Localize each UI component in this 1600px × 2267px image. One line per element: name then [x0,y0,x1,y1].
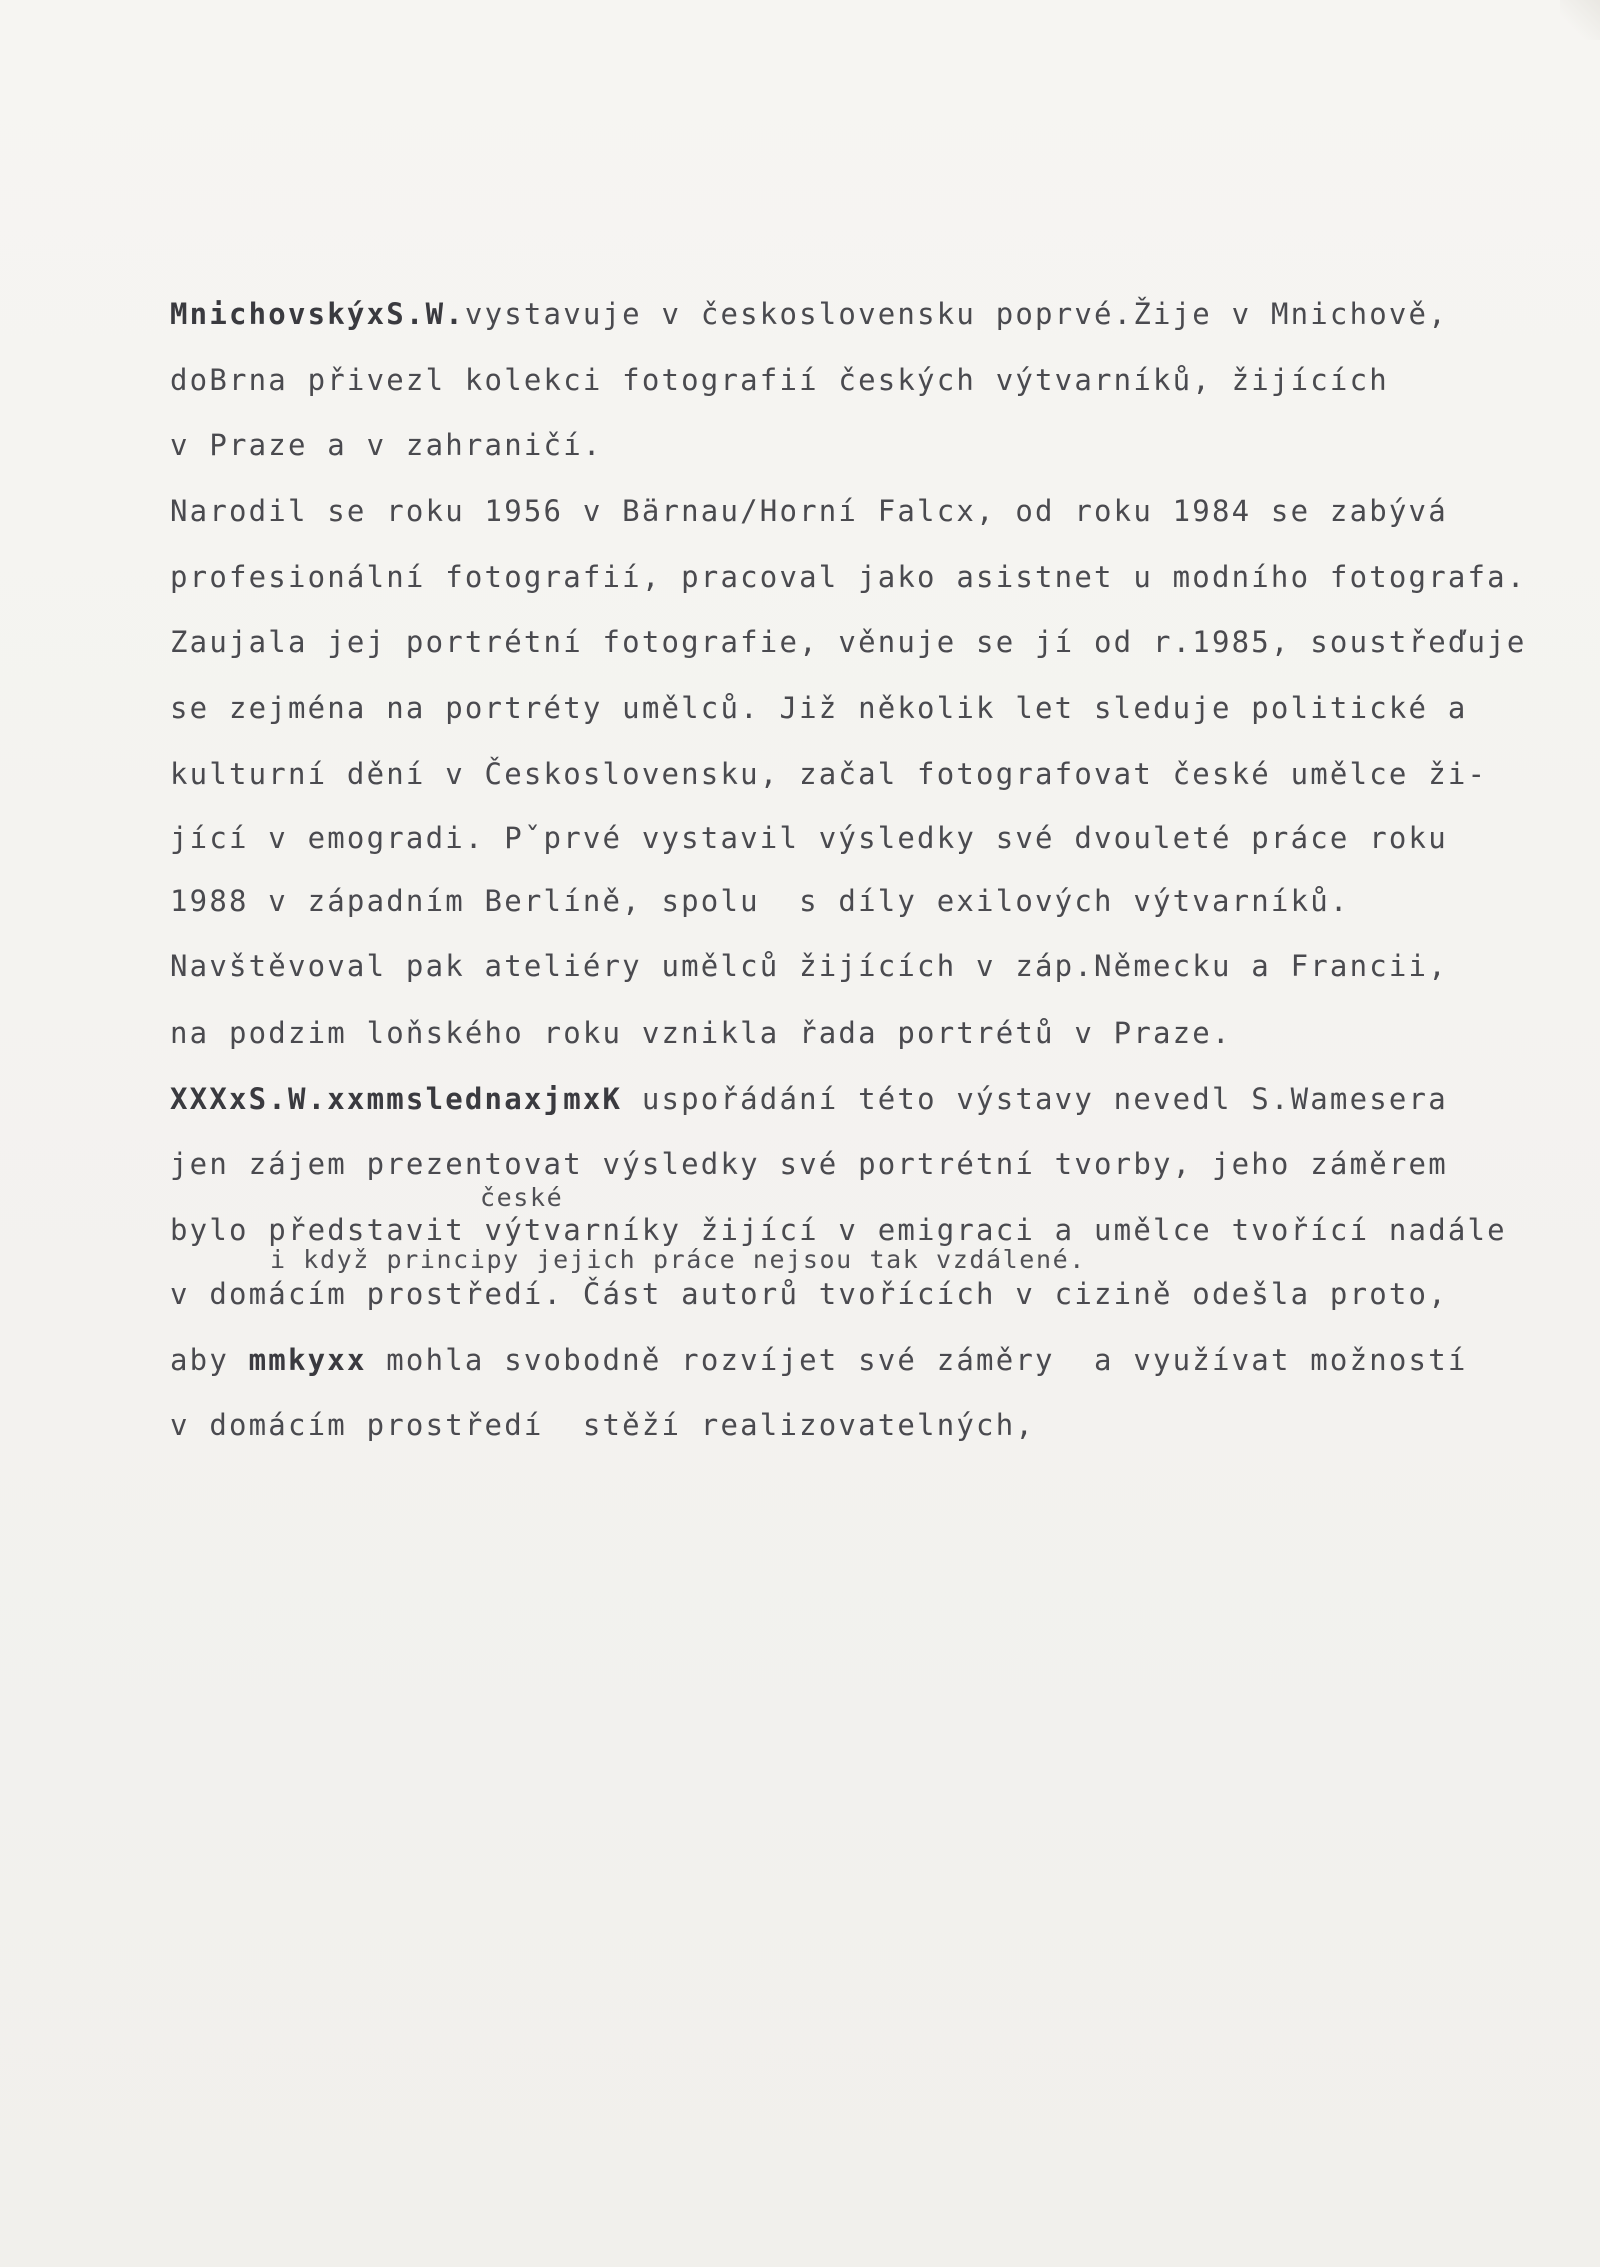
text-line-15: bylo představit výtvarníky žijící v emigraci a umělce tvořící nadále [170,1213,1507,1247]
text-line-2: doBrna přivezl kolekci fotografií českých výtvarníků, žijících [170,363,1389,397]
struck-text: MnichovskýxS.W. [170,297,465,331]
line-text: vystavuje v československu poprvé.Žije v Mnichově, [464,297,1448,331]
text-line-6: Zaujala jej portrétní fotografie, věnuje se jí od r.1985, soustřeďuje [170,625,1527,659]
text-line-9: jící v emogradi. Pˇprvé vystavil výsledky své dvouleté práce roku [170,821,1448,855]
text-line-1 [170,297,1448,331]
text-line-14: jen zájem prezentovat výsledky své portrétní tvorby, jeho záměrem [170,1147,1448,1181]
line-text: mohla svobodně rozvíjet své záměry a využívat možností [366,1343,1468,1377]
text-line-7: se zejména na portréty umělců. Již několik let sleduje politické a [170,691,1468,725]
line-text: uspořádání této výstavy nevedl S.Wamesera [622,1082,1448,1116]
struck-text: mmkyxx [248,1343,367,1377]
text-line-10: 1988 v západním Berlíně, spolu s díly exilových výtvarníků. [170,884,1350,918]
line-text: aby [170,1343,249,1377]
text-line-4: Narodil se roku 1956 v Bärnau/Horní Falcx, od roku 1984 se zabývá [170,494,1448,528]
text-line-17 [170,1343,1468,1377]
text-line-8: kulturní dění v Československu, začal fotografovat české umělce ži- [170,757,1488,791]
inserted-line: i když principy jejich práce nejsou tak vzdálené. [270,1245,1086,1274]
text-line-12: na podzim loňského roku vznikla řada portrétů v Praze. [170,1016,1232,1050]
text-line-11: Navštěvoval pak ateliéry umělců žijících v záp.Německu a Francii, [170,949,1448,983]
struck-text: XXXxS.W.xxmmslednaxjmxK [170,1082,623,1116]
text-line-3: v Praze a v zahraničí. [170,428,603,462]
text-line-5: profesionální fotografií, pracoval jako asistnet u modního fotografa. [170,560,1527,594]
text-line-18: v domácím prostředí stěží realizovatelných, [170,1408,1036,1442]
page-corner-shadow [1560,0,1600,40]
text-line-13 [170,1082,1448,1116]
inserted-word-ceske: české [480,1183,564,1212]
text-line-16: v domácím prostředí. Část autorů tvořících v cizině odešla proto, [170,1277,1448,1311]
